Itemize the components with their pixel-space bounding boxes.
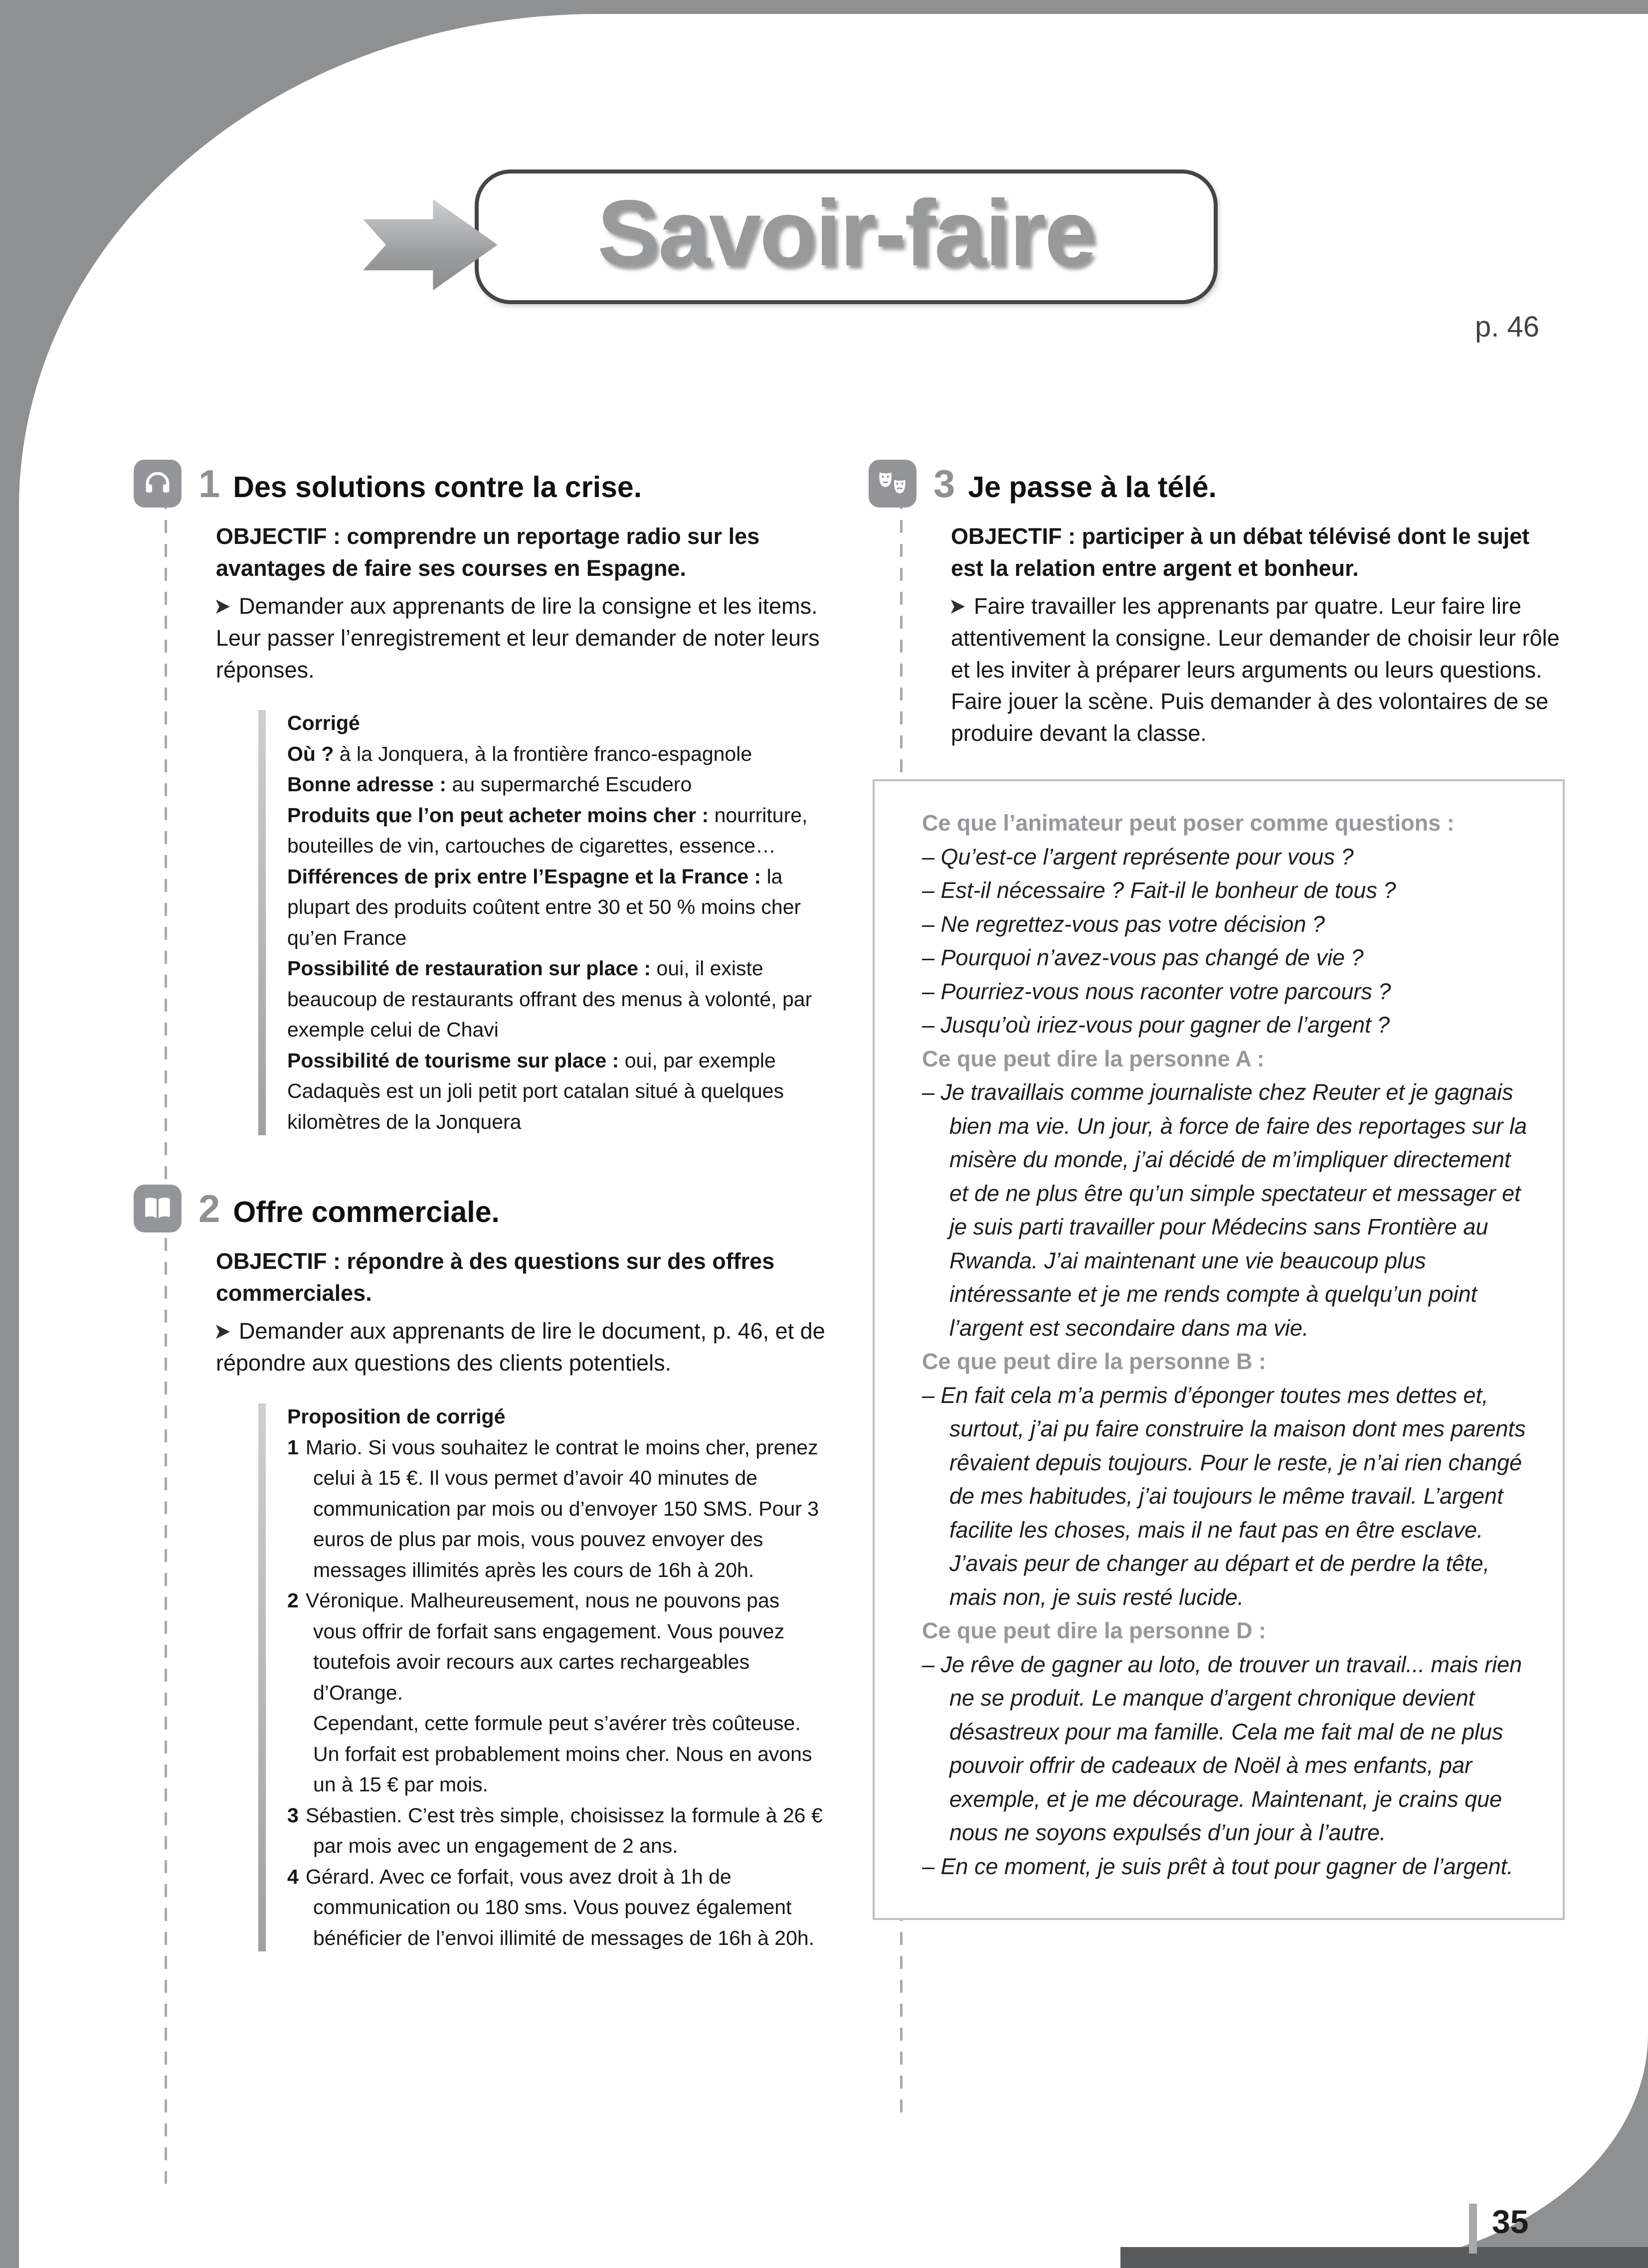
section-1-header (134, 460, 828, 508)
corrige-item: Bonne adresse : au supermarché Escudero (287, 773, 692, 796)
section-2-title: Offre commerciale. (233, 1196, 500, 1228)
section-2-instruction-text: Demander aux apprenants de lire le document, p. 46, et de répondre aux questions des clients potentiels. (216, 1318, 825, 1376)
box-question: – Est-il nécessaire ? Fait-il le bonheur de tous ? (922, 877, 1396, 903)
arrowhead-icon (216, 599, 230, 615)
section-2-objective: OBJECTIF : répondre à des questions sur des offres commerciales. (216, 1248, 775, 1306)
box-question: – Pourquoi n’avez-vous pas changé de vie ? (922, 945, 1364, 971)
corrige-item: Où ? à la Jonquera, à la frontière franco-espagnole (287, 742, 752, 765)
section-3-objective: OBJECTIF : participer à un débat télévisé dont le sujet est la relation entre argent et bonheur. (951, 523, 1530, 581)
section-3-instruction-text: Faire travailler les apprenants par quatre. Leur faire lire attentivement la consigne. Leur demander de choisir leur rôle et les inviter à préparer leurs arguments ou leurs questions. Faire jouer la scène. Puis demander à des volontaires de se produire devant la classe. (951, 593, 1560, 746)
corrige-numbered-item: 3 Sébastien. C’est très simple, choisissez la formule à 26 € par mois avec un engagement de 2 ans. (287, 1803, 823, 1858)
box-question: – Ne regrettez-vous pas votre décision ? (922, 911, 1325, 937)
section-1-instruction-text: Demander aux apprenants de lire la consigne et les items. Leur passer l’enregistrement et leur demander de noter leurs réponses. (216, 593, 820, 683)
box-person-b-header: Ce que peut dire la personne B : (922, 1349, 1267, 1375)
section-1-number: 1 (198, 461, 220, 506)
corrige-item: Différences de prix entre l’Espagne et la France : la plupart des produits coûtent entre 30 et 50 % moins cher qu’en France (287, 865, 801, 949)
box-question: – Qu’est-ce l’argent représente pour vous ? (922, 844, 1354, 870)
page-number-bar (1469, 2204, 1477, 2254)
box-person-d-text: – Je rêve de gagner au loto, de trouver un travail... mais rien ne se produit. Le manque d’argent chronique devient désastreux pour ma famille. Cela me fait mal de ne plus pouvoir offrir de cadeaux de Noël à mes enfants, par exemple, et je me décourage. Maintenant, je crains que nous ne soyons expulsés d’un jour à l’autre. (922, 1651, 1522, 1846)
corrige-item-continuation: Cependant, cette formule peut s’avérer très coûteuse. Un forfait est probablement moins cher. Nous en avons un à 15 € par mois. (313, 1712, 812, 1796)
page-reference: p. 46 (1475, 311, 1539, 343)
box-person-a-header: Ce que peut dire la personne A : (922, 1046, 1265, 1071)
section-3-number: 3 (933, 461, 955, 506)
left-column (134, 460, 828, 1953)
box-person-b-text: – En fait cela m’a permis d’éponger toutes mes dettes et, surtout, j’ai pu faire construire la maison dont mes parents rêvaient depuis toujours. Pour le reste, je n’ai rien changé de mes habitudes, j’ai toujours le même travail. L’argent facilite les choses, mais il ne faut pas en être esclave. J’avais peur de changer au départ et de perdre la tête, mais non, je suis resté lucide. (922, 1382, 1526, 1610)
box-person-a-text: – Je travaillais comme journaliste chez Reuter et je gagnais bien ma vie. Un jour, à force de faire des reportages sur la misère du monde, j’ai décidé de m’impliquer directement et de ne plus être qu’un simple spectateur et messager et je suis parti travailler pour Médecins sans Frontière au Rwanda. J’ai maintenant une vie beaucoup plus intéressante et je me rends compte à quelqu’un point l’argent est secondaire dans ma vie. (922, 1079, 1527, 1341)
section-1-title: Des solutions contre la crise. (233, 470, 642, 504)
corrige-title: Corrigé (287, 711, 360, 735)
section-1-objective: OBJECTIF : comprendre un reportage radio sur les avantages de faire ses courses en Espagne. (216, 523, 760, 581)
section-2 (134, 1185, 828, 1953)
section-1-instruction (216, 590, 828, 686)
corrige-numbered-item: 2 Véronique. Malheureusement, nous ne pouvons pas vous offrir de forfait sans engagement. Vous pouvez toutefois avoir recours aux cartes rechargeables d’Orange. (287, 1589, 785, 1704)
section-2-corrige (258, 1401, 828, 1953)
section-3-title: Je passe à la télé. (968, 470, 1217, 504)
corrige-numbered-item: 1 Mario. Si vous souhaitez le contrat le moins cher, prenez celui à 15 €. Il vous permet d’avoir 40 minutes de communication par mois ou d’envoyer 150 SMS. Pour 3 euros de plus par mois, vous pouvez envoyer des messages illimités après les cours de 16h à 20h. (287, 1435, 819, 1581)
corrige-item: Possibilité de restauration sur place : oui, il existe beaucoup de restaurants offrant des menus à volonté, par exemple celui de Chavi (287, 957, 812, 1042)
right-column (869, 460, 1565, 1920)
open-book-icon (134, 1185, 182, 1232)
section-2-instruction (216, 1315, 828, 1379)
box-question: – Pourriez-vous nous raconter votre parcours ? (922, 978, 1391, 1004)
section-2-number: 2 (198, 1187, 220, 1230)
bottom-dark-bar (1120, 2247, 1648, 2268)
theater-masks-icon (869, 460, 916, 508)
section-2-header (134, 1185, 828, 1232)
corrige-numbered-item: 4 Gérard. Avec ce forfait, vous avez droit à 1h de communication ou 180 sms. Vous pouvez également bénéficier de l’envoi illimité de messages de 16h à 20h. (287, 1865, 815, 1949)
box-question: – Jusqu’où iriez-vous pour gagner de l’argent ? (922, 1012, 1390, 1038)
corrige-item: Produits que l’on peut acheter moins cher : nourriture, bouteilles de vin, cartouches de cigarettes, essence… (287, 803, 808, 858)
page-number: 35 (1492, 2203, 1529, 2240)
corrige-item: Possibilité de tourisme sur place : oui, par exemple Cadaquès est un joli petit port catalan situé à quelques kilomètres de la Jonquera (287, 1048, 784, 1133)
corrige-title: Proposition de corrigé (287, 1405, 506, 1428)
section-1-corrige (258, 708, 828, 1137)
box-person-d-header: Ce que peut dire la personne D : (922, 1618, 1267, 1644)
headphones-icon (134, 460, 182, 508)
page-title: Savoir-faire (597, 180, 1096, 285)
arrowhead-icon (951, 599, 965, 615)
section-3-instruction (951, 590, 1565, 749)
debate-suggestions-box (873, 779, 1565, 1920)
box-questions-header: Ce que l’animateur peut poser comme questions : (922, 810, 1455, 836)
page-title-box (475, 170, 1218, 304)
arrowhead-icon (216, 1324, 230, 1340)
box-person-d-text: – En ce moment, je suis prêt à tout pour gagner de l’argent. (922, 1853, 1513, 1879)
section-3-header (869, 460, 1565, 508)
